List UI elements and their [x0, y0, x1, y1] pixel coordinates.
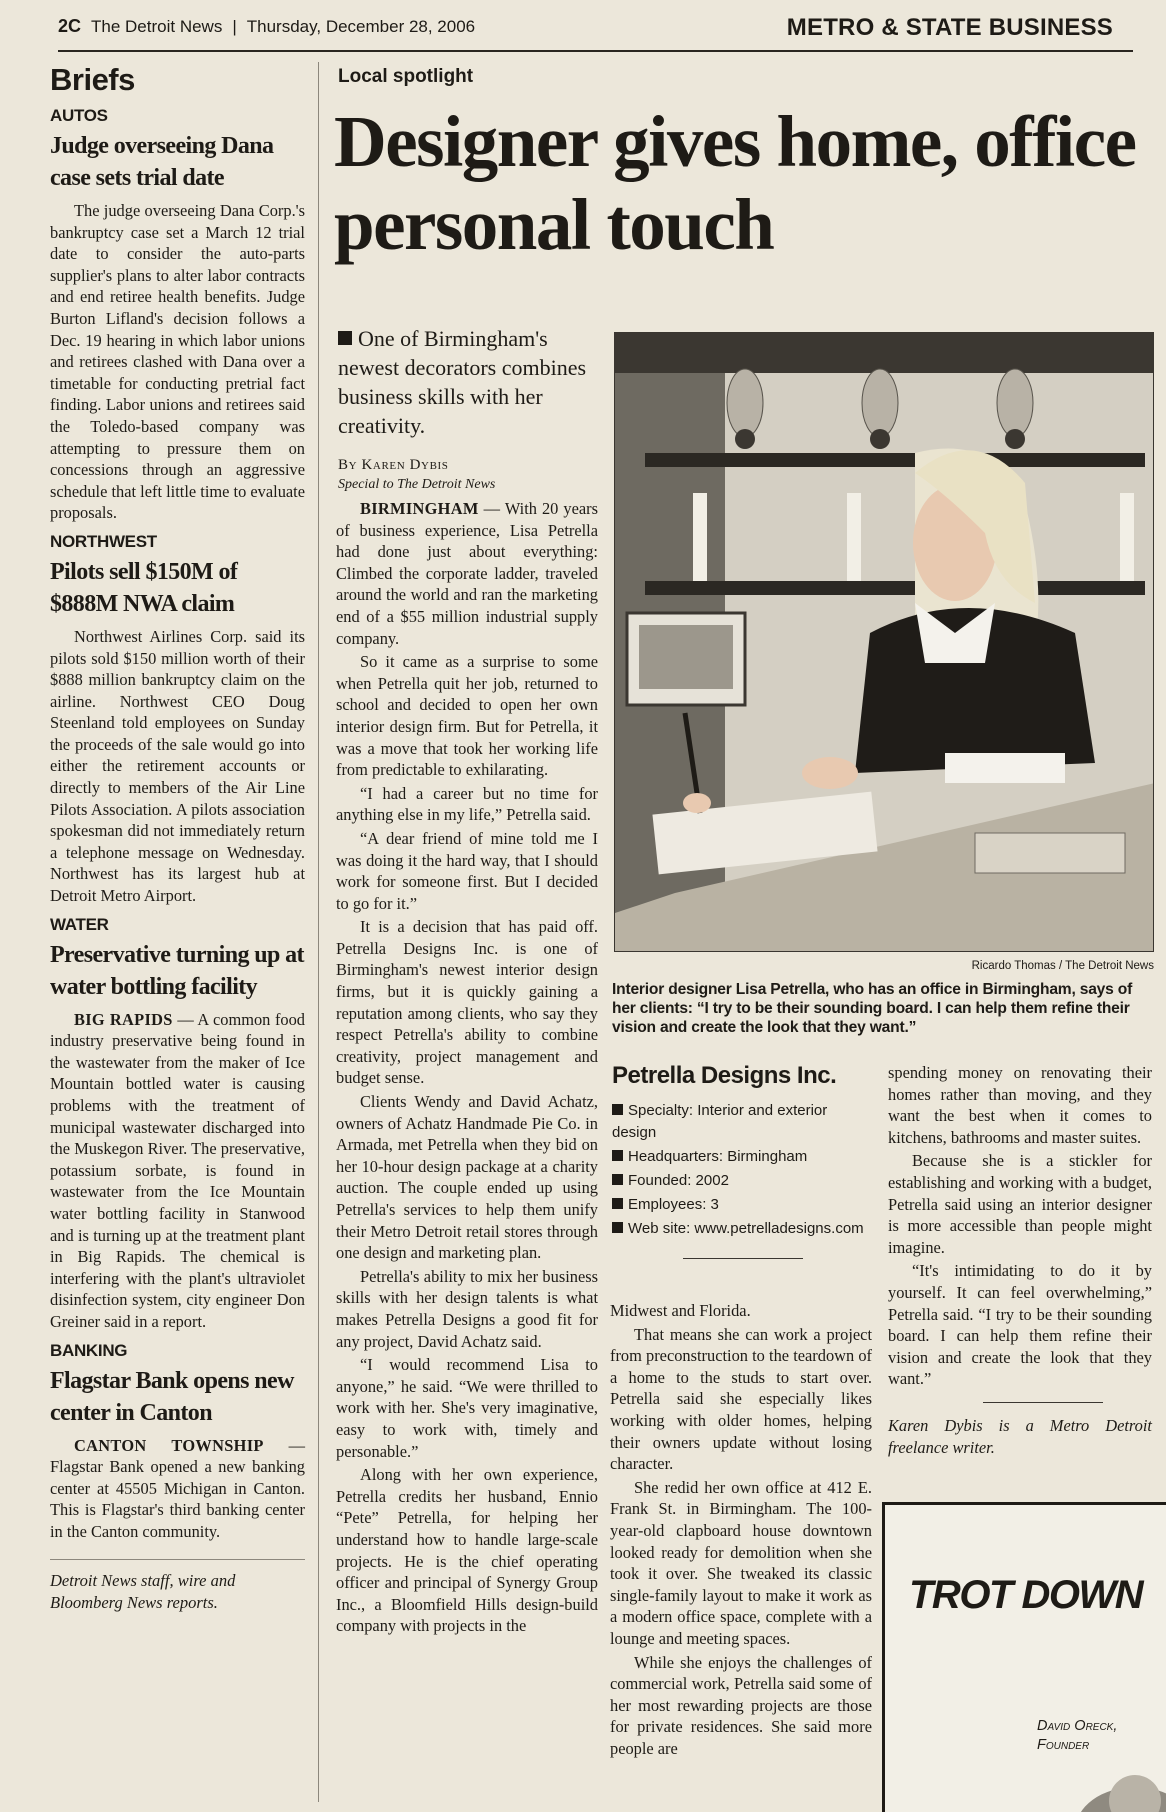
story-kicker: Local spotlight	[338, 66, 474, 87]
brief-paragraph-text: Flagstar Bank opened a new banking center at 45505 Michigan in Canton. This is Flagstar's third banking center in the Canton community.	[50, 1457, 305, 1541]
brief-item	[50, 915, 305, 1333]
fact-box-item-text: Founded: 2002	[628, 1172, 729, 1189]
story-paragraph: So it came as a surprise to some when Petrella quit her job, returned to school and decided to open her own interior design firm. But for Petrella, it was a move that took her working life from predictable to exhilarating.	[336, 652, 598, 780]
brief-headline: Flagstar Bank opens new center in Canton	[50, 1367, 294, 1426]
bullet-square-icon	[338, 331, 352, 345]
story-dateline: BIRMINGHAM	[360, 499, 479, 518]
fact-box-item-text: Headquarters: Birmingham	[628, 1148, 808, 1165]
ad-person	[1037, 1717, 1117, 1755]
story-paragraph: She redid her own office at 412 E. Frank St. in Birmingham. The 100-year-old clapboard house downtown looked ready for demolition when she took it over. She tweaked its classic single-family layout to make it work as a modern office space, complete with a lounge and meeting spaces.	[610, 1477, 872, 1648]
brief-paragraph: The judge overseeing Dana Corp.'s bankruptcy case set a March 12 trial date to consider the auto-parts supplier's plans to alter labor contracts and end retiree health benefits. Judge Burton Lifland's decision follows a Dec. 19 hearing in which labor unions and retirees clashed with Dana over a timetable for conducting pretrial fact finding. Labor unions and retirees said the Toledo-based company was attempting to pressure them on concessions through an aggressive schedule that left little time to evaluate proposals.	[50, 201, 305, 523]
brief-paragraph: BIG RAPIDS — A common food industry preservative being found in the wastewater from the maker of Ice Mountain bottled water is causing problems with the treatment of municipal wastewater discharged into the Muskegon River. The preservative, potassium sorbate, is found in wastewater from the Ice Mountain water bottling facility in Stanwood and is turning up at the treatment plant in Big Rapids. The chemical is interfering with the plant's ultraviolet disinfection system, city engineer Don Greiner said in a report.	[50, 1009, 305, 1331]
byline-author: By Karen Dybis	[338, 457, 449, 473]
story-byline	[338, 456, 600, 494]
brief-category: WATER	[50, 914, 109, 934]
story-paragraph: BIRMINGHAM — With 20 years of business experience, Lisa Petrella had done just about everything: Climbed the corporate ladder, traveled around the world and ran the marketing end of a $55 million industrial supply company.	[336, 499, 598, 648]
page-number: 2C	[58, 16, 82, 36]
brief-item	[50, 532, 305, 907]
tagline-rule	[983, 1402, 1103, 1403]
designer-photo-illustration	[615, 333, 1154, 952]
fact-box-item-text: Employees: 3	[628, 1196, 719, 1213]
brief-category: AUTOS	[50, 106, 108, 125]
brief-headline: Pilots sell $150M of $888M NWA claim	[50, 558, 238, 617]
story-column-3	[888, 1062, 1152, 1458]
brief-dateline: CANTON TOWNSHIP	[74, 1435, 264, 1455]
brief-paragraph: Northwest Airlines Corp. said its pilots sold $150 million worth of their $888 million bankruptcy claim on the airline. Northwest CEO Doug Steenland told employees on Sunday the proceeds of the sale would go into either the retirement accounts or directly to members of the Air Line Pilots Association. A pilots association spokesman did not immediately return a telephone message on Wednesday. Northwest has its largest hub at Detroit Metro Airport.	[50, 626, 305, 906]
brief-headline: Judge overseeing Dana case sets trial date	[50, 133, 274, 191]
briefs-column	[50, 58, 305, 1614]
fact-box-item	[612, 1100, 874, 1144]
story-column-2	[610, 1300, 872, 1761]
issue-date: Thursday, December 28, 2006	[246, 17, 476, 36]
story-headline: Designer gives home, office personal touch	[334, 101, 1136, 265]
paper-name: The Detroit News	[91, 17, 223, 36]
fact-box-item	[612, 1218, 874, 1240]
ad-headline: TROT DOWN	[909, 1573, 1143, 1617]
brief-item	[50, 1341, 305, 1543]
story-paragraph: Along with her own experience, Petrella credits her husband, Ennio “Pete” Petrella, for helping her understand how to handle large-scale projects. He is the chief operating officer and principal of Synergy Group Inc., a Bloomfield Hills design-build company with projects in the	[336, 1465, 598, 1636]
story-paragraph: Clients Wendy and David Achatz, owners of Achatz Handmade Pie Co. in Armada, met Petrella when they bid on her 10-hour design package at a charity auction. The couple ended up using Petrella's services to help them unify their Metro Detroit retail stores through one design and marketing plan.	[336, 1092, 598, 1263]
column-divider	[318, 62, 319, 1802]
bullet-square-icon	[612, 1104, 623, 1115]
story-paragraph: spending money on renovating their homes rather than moving, and they want the best when it comes to kitchens, bathrooms and master suites.	[888, 1063, 1152, 1147]
story-paragraph: While she enjoys the challenges of commercial work, Petrella said some of her most rewarding projects are those for private residences. She said more people are	[610, 1652, 872, 1758]
brief-item	[50, 106, 305, 524]
ad-portrait-image	[1045, 1771, 1166, 1812]
brief-body	[50, 626, 305, 907]
briefs-title: Briefs	[50, 62, 135, 97]
story-paragraph-text: With 20 years of business experience, Lisa Petrella had done just about everything: Climbed the corporate ladder, traveled around the world and ran the marketing end of a $55 million industrial supply company.	[336, 499, 598, 648]
fact-box-item	[612, 1194, 874, 1216]
brief-paragraph-text: A common food industry preservative being found in the wastewater from the maker of Ice Mountain bottled water is causing problems with the treatment of municipal wastewater discharged into the Muskegon River. The preservative, potassium sorbate, is found in wastewater from the Ice Mountain water bottling facility in Stanwood and is turning up at the treatment plant in Big Rapids. The chemical is interfering with the plant's ultraviolet disinfection system, city engineer Don Greiner said in a report.	[50, 1009, 305, 1331]
fact-box-item	[612, 1146, 874, 1168]
fact-box-item-text: Web site: www.petrelladesigns.com	[628, 1220, 864, 1237]
story-paragraph: That means she can work a project from preconstruction to the teardown of a home to the studs to start over. Petrella said she especially likes working with older homes, helping their owners update without losing character.	[610, 1324, 872, 1474]
story-paragraph: “I would recommend Lisa to anyone,” he said. “We were thrilled to work with her. She's very imaginative, easy to work with, timely and personable.”	[336, 1355, 598, 1461]
brief-body	[50, 1435, 305, 1543]
folio-separator: |	[232, 17, 237, 36]
story-paragraph: Because she is a stickler for establishing and working with a budget, Petrella said using an interior designer is more accessible than people might imagine.	[888, 1151, 1152, 1257]
author-tagline: Karen Dybis is a Metro Detroit freelance writer.	[888, 1415, 1152, 1457]
bullet-square-icon	[612, 1222, 623, 1233]
fact-box-item	[612, 1170, 874, 1192]
story-deck	[338, 324, 600, 440]
fact-box-item-text: Specialty: Interior and exterior design	[612, 1102, 828, 1141]
story-paragraph: Petrella's ability to mix her business skills with her design talents is what makes Petrella Designs a good fit for any project, David Achatz said.	[336, 1266, 598, 1351]
brief-category: NORTHWEST	[50, 531, 157, 551]
story-deck-text: One of Birmingham's newest decorators combines business skills with her creativity.	[338, 326, 587, 438]
brief-category: BANKING	[50, 1340, 128, 1360]
page-folio	[58, 8, 1133, 52]
bullet-square-icon	[612, 1198, 623, 1209]
brief-body	[50, 1009, 305, 1333]
photo-caption: Interior designer Lisa Petrella, who has an office in Birmingham, says of her clients: “I try to be their sounding board. I can help them refine their vision and create the look that they want.”	[612, 981, 1133, 1036]
story-paragraph: “A dear friend of mine told me I was doing it the hard way, that I should work for someone first. But I decided to go for it.”	[336, 828, 598, 913]
story-paragraph: “I had a career but no time for anything else in my life,” Petrella said.	[336, 783, 598, 825]
section-name: METRO & STATE BUSINESS	[786, 14, 1113, 41]
story-paragraph: Midwest and Florida.	[610, 1301, 751, 1320]
byline-special: Special to The Detroit News	[338, 477, 496, 492]
fact-box-title: Petrella Designs Inc.	[612, 1062, 837, 1089]
advertisement	[882, 1502, 1166, 1812]
story-column-1	[336, 498, 598, 1639]
story-paragraph: “It's intimidating to do it by yourself. It can feel overwhelming,” Petrella said. “I try to be their sounding board. I can help them refine their vision and create the look that they want.”	[888, 1261, 1152, 1389]
brief-body	[50, 200, 305, 524]
brief-dateline: BIG RAPIDS	[74, 1009, 173, 1029]
photo-credit: Ricardo Thomas / The Detroit News	[971, 960, 1154, 972]
fact-box-rule	[683, 1258, 803, 1259]
story-paragraph: It is a decision that has paid off. Petrella Designs Inc. is one of Birmingham's newest interior design firms, but it is quickly gaining a reputation among clients, who say they respect Petrella's ability to combine creativity, project management and budget sense.	[336, 917, 598, 1088]
ad-person-title: Founder	[1037, 1737, 1090, 1753]
ad-person-name: David Oreck,	[1037, 1718, 1118, 1734]
fact-box	[612, 1062, 874, 1259]
brief-paragraph: CANTON TOWNSHIP — Flagstar Bank opened a new banking center at 45505 Michigan in Canton. This is Flagstar's third banking center in the Canton community.	[50, 1435, 305, 1541]
bullet-square-icon	[612, 1150, 623, 1161]
brief-headline: Preservative turning up at water bottling facility	[50, 941, 304, 1000]
briefs-credit: Detroit News staff, wire and Bloomberg News reports.	[50, 1559, 305, 1614]
bullet-square-icon	[612, 1174, 623, 1185]
story-photo	[614, 332, 1154, 952]
